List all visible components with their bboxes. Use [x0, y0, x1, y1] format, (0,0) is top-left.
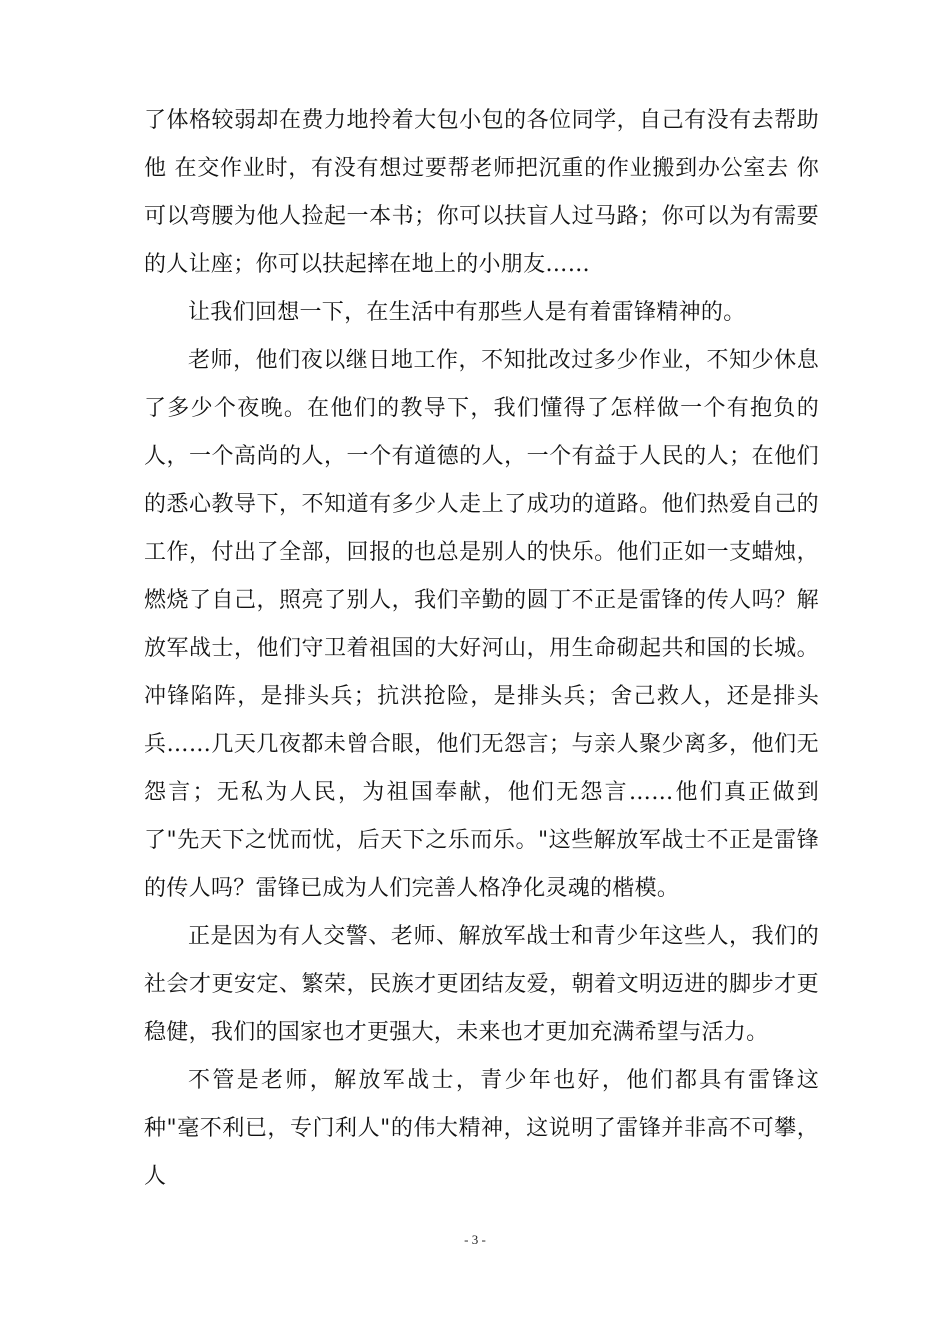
paragraph-conclusion: 不管是老师，解放军战士，青少年也好，他们都具有雷锋这种"毫不利已，专门利人"的伟大精神，这说明了雷锋并非高不可攀，人	[144, 1068, 819, 1189]
paragraph-recall: 让我们回想一下，在生活中有那些人是有着雷锋精神的。	[188, 300, 746, 325]
paragraph-continuation: 了体格较弱却在费力地拎着大包小包的各位同学，自己有没有去帮助他 在交作业时，有没有想过要帮老师把沉重的作业搬到办公室去 你可以弯腰为他人捡起一本书；你可以扶盲人过马路；你可以为有需要的人让座；你可以扶起摔在地上的小朋友……	[144, 108, 819, 277]
paragraph-society: 正是因为有人交警、老师、解放军战士和青少年这些人，我们的社会才更安定、繁荣，民族才更团结友爱，朝着文明迈进的脚步才更稳健，我们的国家也才更强大，未来也才更加充满希望与活力。	[144, 924, 819, 1045]
page-number: - 3 -	[464, 1232, 486, 1247]
paragraph-teachers-soldiers: 老师，他们夜以继日地工作，不知批改过多少作业，不知少休息了多少个夜晚。在他们的教导下，我们懂得了怎样做一个有抱负的人，一个高尚的人，一个有道德的人，一个有益于人民的人；在他们的悉心教导下，不知道有多少人走上了成功的道路。他们热爱自己的工作，付出了全部，回报的也总是别人的快乐。他们正如一支蜡烛，燃烧了自己，照亮了别人，我们辛勤的圆丁不正是雷锋的传人吗？解放军战士，他们守卫着祖国的大好河山，用生命砌起共和国的长城。冲锋陷阵，是排头兵；抗洪抢险，是排头兵；舍己救人，还是排头兵……几天几夜都未曾合眼，他们无怨言；与亲人聚少离多，他们无怨言；无私为人民，为祖国奉献，他们无怨言……他们真正做到了"先天下之忧而忧，后天下之乐而乐。"这些解放军战士不正是雷锋的传人吗？雷锋已成为人们完善人格净化灵魂的楷模。	[144, 348, 819, 901]
document-body	[144, 97, 819, 1201]
